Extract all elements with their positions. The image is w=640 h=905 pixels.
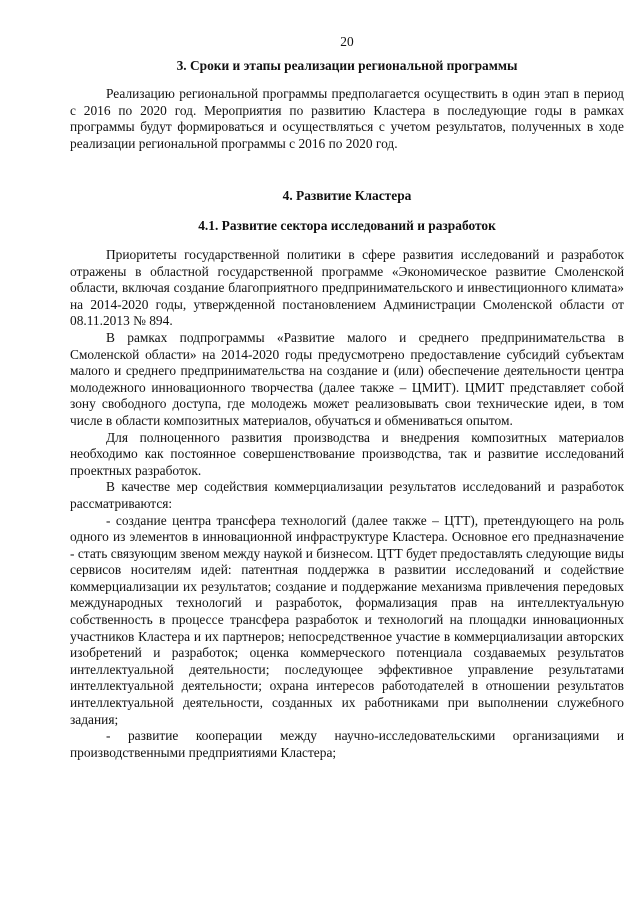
section-4-heading: 4. Развитие Кластера	[282, 188, 412, 203]
list-item: - создание центра трансфера технологий (далее также – ЦТТ), претендующего на роль одного из элементов в инновационной инфраструктуре Кластера. Основное его предназначение - стать связующим звеном между наукой и бизнесом. ЦТТ будет предоставлять следующие виды сервисов носителям идей: патентная поддержка в развитии исследований и содействие коммерциализации их результатов; создание и поддержание механизма привлечения передовых международных технологий и разработок, формализация прав на интеллектуальную собственность в процессе трансфера разработок и технологий на площадки инновационных участников Кластера и их партнеров; непосредственное участие в коммерциализации авторских изобретений и разработок; оценка коммерческого потенциала создаваемых результатов интеллектуальной деятельности; последующее эффективное управление результатами интеллектуальной деятельности; охрана интересов работодателей в отношении результатов интеллектуальной деятельности, созданных их работниками при выполнении служебного задания;	[70, 512, 624, 727]
paragraph: Реализацию региональной программы предполагается осуществить в один этап в период с 2016 по 2020 год. Мероприятия по развитию Кластера в последующие годы в рамках программы будут формироваться и осуществляться с учетом результатов, полученных в ходе реализации региональной программы с 2016 по 2020 год.	[70, 86, 624, 151]
paragraph: В рамках подпрограммы «Развитие малого и среднего предпринимательства в Смоленской области» на 2014-2020 годы предусмотрено предоставление субсидий субъектам малого и среднего предпринимательства на создание и (или) обеспечение деятельности центра молодежного инновационного творчества (далее также – ЦМИТ). ЦМИТ представляет собой зону свободного доступа, где молодежь может реализовывать свои технические идеи, в том числе в области композитных материалов, обучаться и обмениваться опытом.	[70, 329, 624, 428]
paragraph: Для полноценного развития производства и внедрения композитных материалов необходимо как постоянное совершенствование производства, так и развитие исследований проектных разработок.	[70, 429, 624, 478]
page-number: 20	[340, 34, 354, 49]
section-4-1-body	[70, 247, 624, 761]
paragraph: Приоритеты государственной политики в сфере развития исследований и разработок отражены в областной государственной программе «Экономическое развитие Смоленской области, включая создание благоприятного предпринимательского и инвестиционного климата» на 2014-2020 годы, утвержденной постановлением Администрации Смоленской области от 08.11.2013 № 894.	[70, 247, 624, 329]
list-item: - развитие кооперации между научно-исследовательскими организациями и производственными предприятиями Кластера;	[70, 728, 624, 760]
paragraph: В качестве мер содействия коммерциализации результатов исследований и разработок рассматриваются:	[70, 479, 624, 511]
section-3-heading: 3. Сроки и этапы реализации региональной программы	[176, 58, 518, 73]
subsection-4-1-heading: 4.1. Развитие сектора исследований и разработок	[198, 218, 496, 233]
section-3-body	[70, 86, 624, 152]
